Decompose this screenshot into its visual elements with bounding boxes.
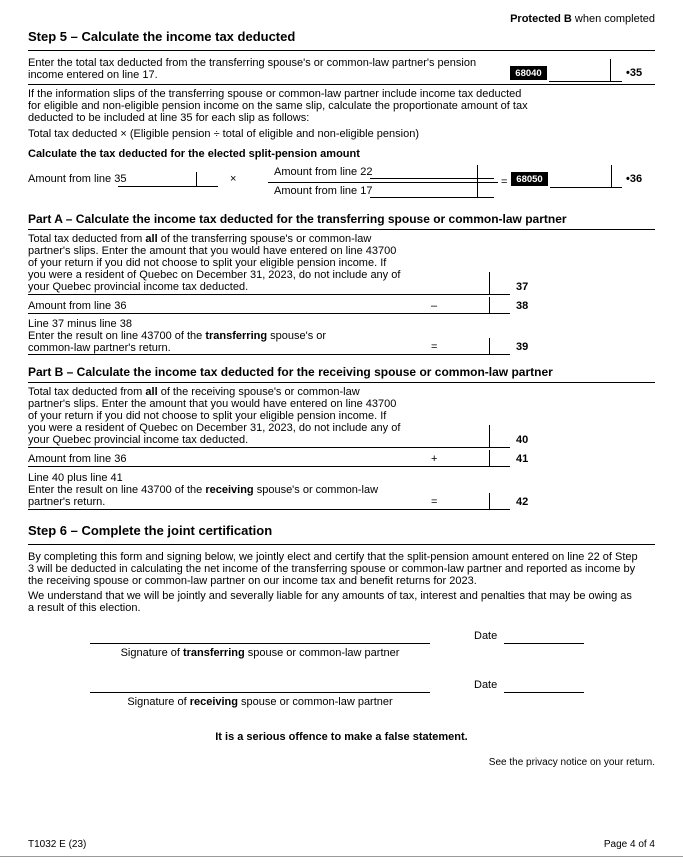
part-a-result-cont: spouse's or common-law partner's return. [28,330,327,354]
line36-code-box: 68050 [511,172,548,186]
step5-heading: Step 5 – Calculate the income tax deducted [28,29,296,44]
cents-divider [196,172,197,186]
sig-label-cont: spouse or common-law partner [244,647,400,659]
sig-label-text: Signature of [120,647,183,659]
amount-from-line36-label: Amount from line 36 [28,453,127,465]
part-b-result-instruction [28,484,406,508]
line37-minus-line38-label: Line 37 minus line 38 [28,318,132,330]
part-b-text-bold: all [145,386,158,398]
receiving-signature-field[interactable] [90,692,430,693]
line40-plus-line41-label: Line 40 plus line 41 [28,472,123,484]
row-divider [28,84,655,85]
part-b-heading-divider [28,382,655,383]
transferring-date-field[interactable] [504,643,584,644]
slips-note: If the information slips of the transferring spouse or common-law partner include income tax deducted for eligible and non-eligible pension income on the same slip, calculate the proportionate amount of tax deducted to be included at line 35 for each slip as follows: [28,88,528,124]
part-a-result-instruction [28,330,373,354]
step5-heading-divider [28,50,655,51]
line42-field[interactable] [28,509,510,510]
line35-bullet: • [626,67,630,79]
sig-label-bold: receiving [189,696,238,708]
line37-field[interactable] [28,294,510,295]
line39-field[interactable] [28,354,510,355]
line40-number: 40 [516,434,529,446]
part-b-text-cont: of the receiving spouse's or common-law partner's slips. Enter the amount that you would have entered on line 43700 of your return if you did not choose to split your eligible pension income. If you were a resident of Quebec on December 31, 2023, do not include any of your Quebec provincial income tax deducted. [28,386,401,446]
amount-from-line36-label: Amount from line 36 [28,300,127,312]
transferring-signature-label [90,647,430,659]
split-pension-calc-subheading: Calculate the tax deducted for the elected split-pension amount [28,148,360,160]
fraction-denominator-label: Amount from line 17 [274,185,373,197]
line39-number: 39 [516,341,529,353]
part-a-instruction [28,233,402,293]
date-label: Date [474,679,498,691]
part-a-result-bold: transferring [205,330,268,342]
part-b-result-text: Enter the result on line 43700 of the [28,484,206,496]
line35-code-box: 68040 [510,66,547,80]
equals-sign: = [431,341,438,353]
part-b-result-bold: receiving [205,484,254,496]
part-b-text: Total tax deducted from [28,386,146,398]
privacy-notice: See the privacy notice on your return. [488,757,655,768]
line36-cents-divider [611,165,612,187]
part-a-text: Total tax deducted from [28,233,146,245]
date-label: Date [474,630,498,642]
fraction-cents-divider [477,165,478,198]
line36-bullet: • [626,173,630,185]
fraction-bar [268,182,498,183]
line39-cents-divider [489,338,490,354]
line40-cents-divider [489,425,490,447]
line35-cents-divider [610,59,611,81]
multiply-sign: × [230,173,237,185]
part-a-text-bold: all [145,233,158,245]
line37-cents-divider [489,272,490,294]
line40-field[interactable] [28,447,510,448]
line41-number: 41 [516,453,529,465]
part-a-text-cont: of the transferring spouse's or common-law partner's slips. Enter the amount that you would have entered on line 43700 of your return if you did not choose to split your eligible pension income. If you were a resident of Quebec on December 31, 2023, do not include any of your Quebec provincial income tax deducted. [28,233,401,293]
line38-number: 38 [516,300,529,312]
page-bottom-edge [0,856,683,857]
plus-sign: + [431,453,438,465]
part-b-heading: Part B – Calculate the income tax deducted for the receiving spouse or common-law partner [28,365,553,379]
equals-sign: = [501,176,508,188]
form-number: T1032 E (23) [28,839,87,850]
denominator-field[interactable] [370,197,494,198]
line35-amount-field[interactable] [549,81,622,82]
part-a-heading: Part A – Calculate the income tax deducted for the transferring spouse or common-law partner [28,212,567,226]
false-statement-warning: It is a serious offence to make a false statement. [215,731,468,743]
amount-from-line35-field[interactable] [118,186,218,187]
numerator-field[interactable] [370,178,494,179]
part-a-result-text: Enter the result on line 43700 of the [28,330,206,342]
line38-field[interactable] [28,313,510,314]
line37-number: 37 [516,281,529,293]
line36-number-text: 36 [629,173,643,185]
line36-amount-field[interactable] [550,187,622,188]
page-number: Page 4 of 4 [603,839,655,850]
sig-label-cont: spouse or common-law partner [238,696,393,708]
protected-note [0,13,655,25]
protected-b-label: Protected B [510,13,572,25]
minus-sign: – [431,300,438,312]
transferring-signature-field[interactable] [90,643,430,644]
when-completed-label: when completed [571,13,655,25]
part-b-result-cont: spouse's or common-law partner's return. [28,484,379,508]
certification-paragraph-1: By completing this form and signing below, we jointly elect and certify that the split-pension amount entered on line 22 of Step 3 will be deducted in calculating the net income of the transferring spouse or common-law partner and reported as income by the receiving spouse or common-law partner on our income tax and benefit returns for 2023. [28,551,638,587]
line38-cents-divider [489,297,490,313]
line36-number [626,173,642,185]
line35-number [626,67,642,79]
part-a-heading-divider [28,229,655,230]
step6-heading: Step 6 – Complete the joint certification [28,523,273,538]
part-b-instruction [28,386,402,446]
receiving-signature-label [90,696,430,708]
line35-instruction: Enter the total tax deducted from the transferring spouse's or common-law partner's pension income entered on line 17. [28,57,477,81]
sig-label-text: Signature of [127,696,190,708]
certification-paragraph-2: We understand that we will be jointly and severally liable for any amounts of tax, interest and penalties that may be owing as a result of this election. [28,590,632,614]
proration-formula: Total tax deducted × (Eligible pension ÷ total of eligible and non-eligible pension) [28,128,419,140]
receiving-date-field[interactable] [504,692,584,693]
equals-sign: = [431,496,438,508]
line35-number-text: 35 [629,67,643,79]
line42-number: 42 [516,496,529,508]
amount-from-line35-label: Amount from line 35 [28,173,127,185]
line41-field[interactable] [28,466,510,467]
sig-label-bold: transferring [182,647,245,659]
line42-cents-divider [489,493,490,509]
fraction-numerator-label: Amount from line 22 [274,166,373,178]
step6-heading-divider [28,544,655,545]
line41-cents-divider [489,450,490,466]
